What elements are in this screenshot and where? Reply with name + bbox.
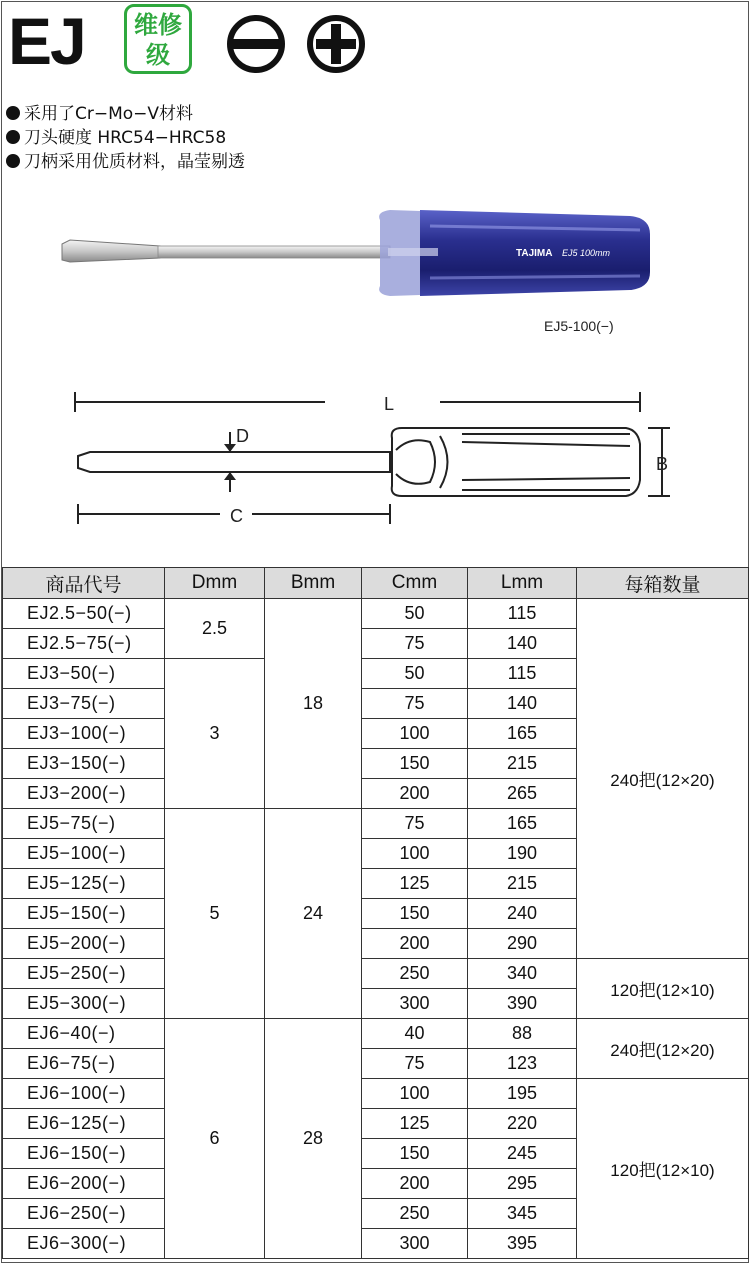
cell-model: EJ5−300(−) [3,989,165,1019]
cell-l: 115 [468,659,577,689]
spec-table-body [3,599,749,1259]
product-series-title: EJ [8,4,85,78]
cell-b: 28 [265,1019,362,1259]
dim-label-L: L [384,394,395,414]
cell-model: EJ5−75(−) [3,809,165,839]
col-header-model: 商品代号 [3,568,165,599]
cell-l: 165 [468,719,577,749]
cell-c: 150 [362,749,468,779]
cell-model: EJ6−40(−) [3,1019,165,1049]
feature-item [6,150,245,174]
cell-l: 88 [468,1019,577,1049]
cell-pack: 240把(12×20) [577,1019,749,1079]
cell-c: 250 [362,1199,468,1229]
cell-c: 50 [362,599,468,629]
slotted-tip-icon [226,14,286,74]
cell-d: 3 [165,659,265,809]
cell-d: 2.5 [165,599,265,659]
cell-l: 123 [468,1049,577,1079]
table-row [3,1079,749,1109]
cell-l: 140 [468,629,577,659]
feature-item [6,126,245,150]
cell-l: 140 [468,689,577,719]
cell-model: EJ5−125(−) [3,869,165,899]
cell-l: 295 [468,1169,577,1199]
cell-model: EJ5−200(−) [3,929,165,959]
cell-l: 340 [468,959,577,989]
dim-label-B: B [656,454,669,474]
cell-c: 200 [362,779,468,809]
cell-c: 100 [362,719,468,749]
cell-model: EJ3−200(−) [3,779,165,809]
dimension-drawing [0,372,750,552]
table-row [3,959,749,989]
cell-model: EJ6−150(−) [3,1139,165,1169]
cell-model: EJ5−250(−) [3,959,165,989]
bullet-icon [6,106,20,120]
badge-line-2: 级 [146,41,170,69]
cell-l: 395 [468,1229,577,1259]
cell-pack: 120把(12×10) [577,1079,749,1259]
cell-model: EJ3−50(−) [3,659,165,689]
cell-l: 190 [468,839,577,869]
cell-model: EJ2.5−75(−) [3,629,165,659]
col-header-l: Lmm [468,568,577,599]
feature-item [6,102,245,126]
cell-c: 300 [362,989,468,1019]
cell-d: 5 [165,809,265,1019]
cell-c: 40 [362,1019,468,1049]
cell-l: 215 [468,869,577,899]
cell-c: 125 [362,1109,468,1139]
table-row [3,1019,749,1049]
cell-pack: 120把(12×10) [577,959,749,1019]
cell-c: 50 [362,659,468,689]
cell-l: 220 [468,1109,577,1139]
cell-l: 245 [468,1139,577,1169]
cell-c: 150 [362,1139,468,1169]
maintenance-grade-badge [124,4,192,74]
cell-model: EJ6−300(−) [3,1229,165,1259]
spec-table [2,567,749,1259]
cell-l: 240 [468,899,577,929]
cell-l: 390 [468,989,577,1019]
cell-c: 100 [362,839,468,869]
cell-c: 125 [362,869,468,899]
cell-l: 345 [468,1199,577,1229]
cell-b: 18 [265,599,362,809]
cell-c: 200 [362,929,468,959]
feature-text: 刀柄采用优质材料，晶莹剔透 [24,152,245,172]
cell-c: 300 [362,1229,468,1259]
feature-text: 采用了Cr−Mo−V材料 [24,104,194,124]
feature-list [6,102,245,174]
cell-model: EJ6−250(−) [3,1199,165,1229]
cell-model: EJ6−100(−) [3,1079,165,1109]
cell-model: EJ3−150(−) [3,749,165,779]
bullet-icon [6,154,20,168]
cell-model: EJ6−200(−) [3,1169,165,1199]
cell-pack: 240把(12×20) [577,599,749,959]
col-header-pack: 每箱数量 [577,568,749,599]
cell-c: 100 [362,1079,468,1109]
cell-model: EJ3−100(−) [3,719,165,749]
cell-model: EJ6−75(−) [3,1049,165,1079]
table-row [3,599,749,629]
cell-model: EJ6−125(−) [3,1109,165,1139]
cell-l: 195 [468,1079,577,1109]
cell-c: 75 [362,689,468,719]
feature-text: 刀头硬度 HRC54−HRC58 [24,128,227,148]
dim-label-D: D [236,426,249,446]
cell-model: EJ3−75(−) [3,689,165,719]
cell-model: EJ2.5−50(−) [3,599,165,629]
cell-l: 290 [468,929,577,959]
cell-model: EJ5−150(−) [3,899,165,929]
bullet-icon [6,130,20,144]
cell-l: 115 [468,599,577,629]
col-header-d: Dmm [165,568,265,599]
cell-l: 165 [468,809,577,839]
phillips-tip-icon [306,14,366,74]
spec-table-header [3,568,749,599]
photo-handle-text: EJ5 100mm [562,248,611,258]
cell-d: 6 [165,1019,265,1259]
cell-b: 24 [265,809,362,1019]
cell-c: 75 [362,629,468,659]
badge-line-1: 维修 [134,11,182,39]
cell-l: 215 [468,749,577,779]
cell-l: 265 [468,779,577,809]
cell-c: 250 [362,959,468,989]
dim-label-C: C [230,506,243,526]
cell-model: EJ5−100(−) [3,839,165,869]
screwdriver-photo [50,200,670,312]
col-header-b: Bmm [265,568,362,599]
photo-brand-text: TAJIMA [516,248,553,259]
cell-c: 200 [362,1169,468,1199]
photo-caption: EJ5-100(−) [544,318,614,334]
cell-c: 150 [362,899,468,929]
cell-c: 75 [362,809,468,839]
col-header-c: Cmm [362,568,468,599]
cell-c: 75 [362,1049,468,1079]
